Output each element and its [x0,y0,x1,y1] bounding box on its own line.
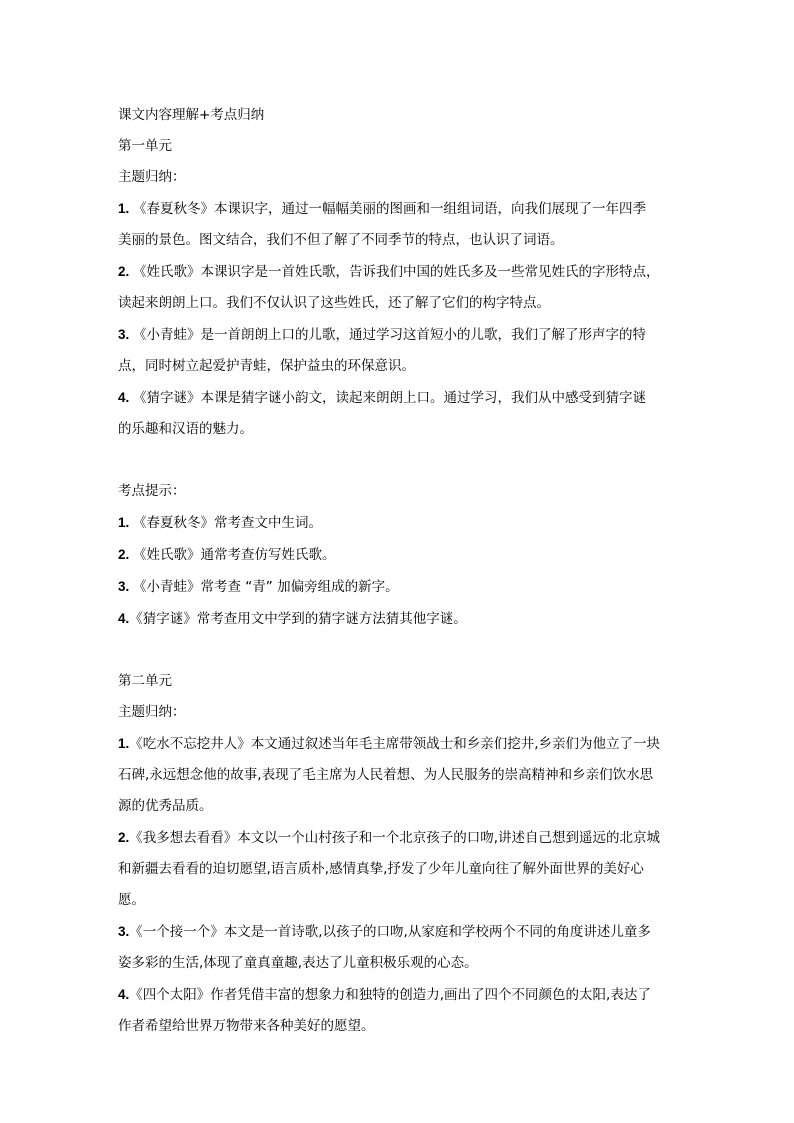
spacer [118,445,678,476]
unit2-theme-item: 3.《一个接一个》本文是一首诗歌,以孩子的口吻,从家庭和学校两个不同的角度讲述儿童多 姿多彩的生活,体现了童真童趣,表达了儿童积极乐观的心态。 [118,924,651,971]
unit1-theme-item: 1. 《春夏秋冬》本课识字，通过一幅幅美丽的图画和一组组词语，向我们展现了一年四季 美丽的景色。图文结合，我们不但了解了不同季节的特点，也认识了词语。 [118,201,647,248]
document-title: 课文内容理解+考点归纳 [118,107,265,123]
unit1-theme-label: 主题归纳： [118,169,186,185]
document-page [118,100,678,1042]
unit1-exam-item: 4.《猜字谜》常考查用文中学到的猜字谜方法猜其他字谜。 [118,611,467,627]
unit2-theme-item: 1.《吃水不忘挖井人》本文通过叙述当年毛主席带领战士和乡亲们挖井,乡亲们为他立了一块 石碑,永远想念他的故事,表现了毛主席为人民着想、为人民服务的崇高精神和乡亲们饮水思 源的优秀品质。 [118,736,661,814]
unit2-heading: 第二单元 [118,673,172,689]
unit1-heading: 第一单元 [118,138,172,154]
unit1-theme-item: 3. 《小青蛙》是一首朗朗上口的儿歌，通过学习这首短小的儿歌，我们了解了形声字的特 点，同时树立起爱护青蛙，保护益虫的环保意识。 [118,327,647,374]
unit1-exam-label: 考点提示： [118,483,186,499]
unit1-exam-item: 2. 《姓氏歌》通常考查仿写姓氏歌。 [118,547,336,563]
unit1-theme-item: 2. 《姓氏歌》本课识字是一首姓氏歌，告诉我们中国的姓氏多及一些常见姓氏的字形特点， 读起来朗朗上口。我们不仅认识了这些姓氏，还了解了它们的构字特点。 [118,264,660,311]
unit1-exam-item: 3. 《小青蛙》常考查 “青” 加偏旁组成的新字。 [118,579,399,595]
unit2-theme-item: 4.《四个太阳》作者凭借丰富的想象力和独特的创造力,画出了四个不同颜色的太阳,表达了 作者希望给世界万物带来各种美好的愿望。 [118,987,651,1034]
unit2-theme-label: 主题归纳： [118,704,186,720]
unit1-theme-item: 4. 《猜字谜》本课是猜字谜小韵文，读起来朗朗上口。通过学习，我们从中感受到猜字谜 的乐趣和汉语的魅力。 [118,390,647,437]
spacer [118,635,678,666]
unit1-exam-item: 1. 《春夏秋冬》常考查文中生词。 [118,515,323,531]
unit2-theme-item: 2.《我多想去看看》本文以一个山村孩子和一个北京孩子的口吻,讲述自己想到遥远的北京城 和新疆去看看的迫切愿望,语言质朴,感情真挚,抒发了少年儿童向往了解外面世界的美好心 愿。 [118,830,661,908]
